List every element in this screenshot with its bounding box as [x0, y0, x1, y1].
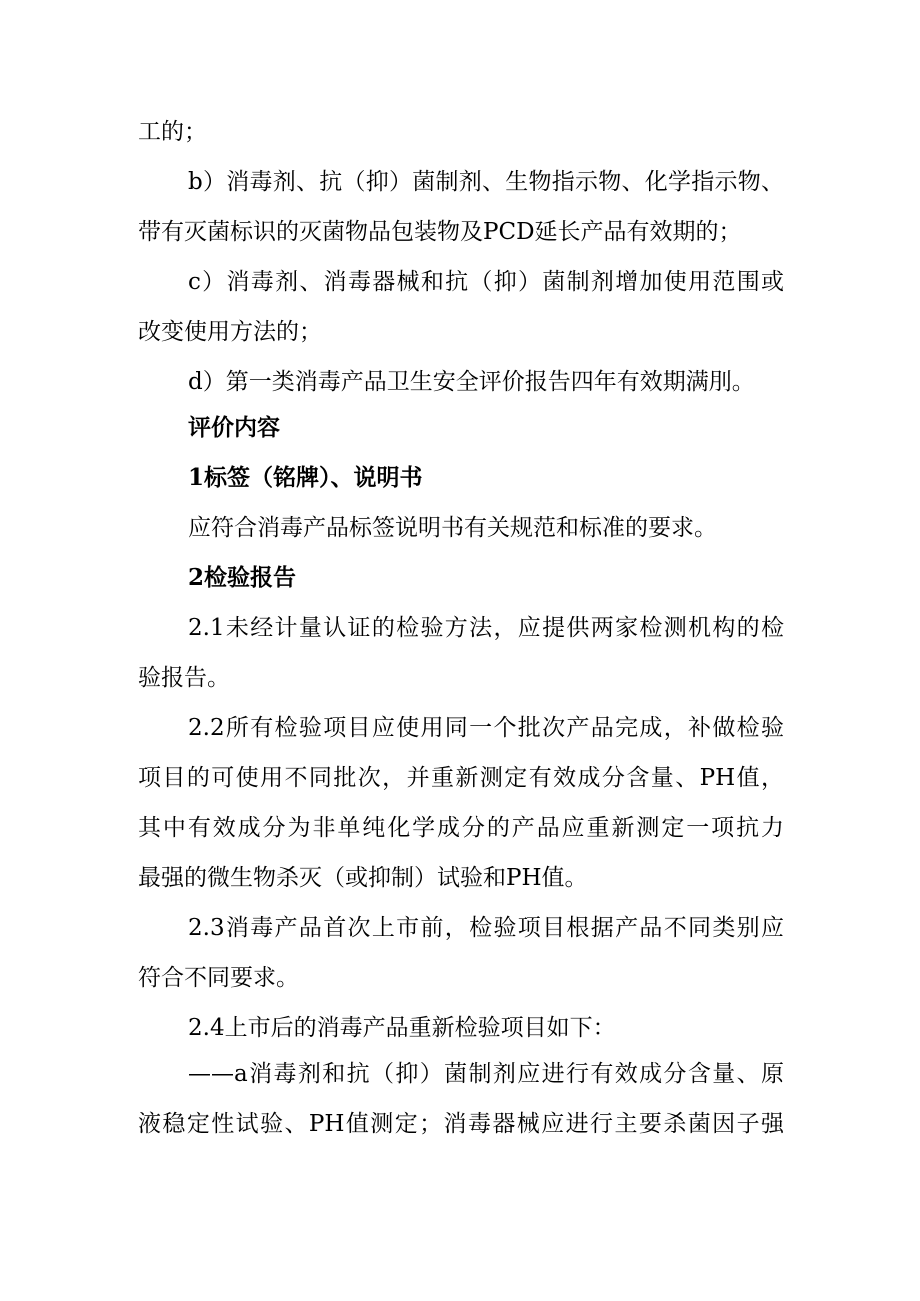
section-heading: 评价内容 — [188, 414, 280, 441]
paragraph-2-3-line-1: 2.3消毒产品首次上市前，检验项目根据产品不同类别应 — [188, 915, 784, 941]
paragraph-2-4-a-line-1: ——a消毒剂和抗（抑）菌制剂应进行有效成分含量、原 — [188, 1061, 784, 1087]
subsection-heading-2: 2检验报告 — [188, 564, 297, 591]
list-item-c-line-2: 改变使用方法的； — [138, 319, 322, 345]
paragraph-2-4-a-line-2: 液稳定性试验、PH值测定；消毒器械应进行主要杀菌因子强 — [138, 1111, 784, 1137]
subsection-heading-1: 1标签（铭牌）、说明书 — [188, 464, 423, 491]
paragraph-2-1-line-1: 2.1未经计量认证的检验方法，应提供两家检测机构的检 — [188, 615, 784, 641]
paragraph-2-2-line-3: 其中有效成分为非单纯化学成分的产品应重新测定一项抗力 — [138, 815, 784, 841]
list-item-c-line-1: c）消毒剂、消毒器械和抗（抑）菌制剂增加使用范围或 — [188, 269, 784, 295]
paragraph-2-2-line-4: 最强的微生物杀灭（或抑制）试验和PH值。 — [138, 865, 588, 891]
paragraph-2-2-line-1: 2.2所有检验项目应使用同一个批次产品完成，补做检验 — [188, 715, 784, 741]
paragraph-2-1-line-2: 验报告。 — [138, 665, 230, 691]
list-item-d: d）第一类消毒产品卫生安全评价报告四年有效期满刖。 — [188, 369, 755, 395]
paragraph-2-3-line-2: 符合不同要求。 — [138, 965, 299, 991]
list-item-b-line-2: 带有灭菌标识的灭菌物品包装物及PCD延长产品有效期的； — [138, 219, 742, 245]
paragraph-2-2-line-2: 项目的可使用不同批次，并重新测定有效成分含量、PH值， — [138, 765, 784, 791]
list-item-b-line-1: b）消毒剂、抗（抑）菌制剂、生物指示物、化学指示物、 — [188, 169, 784, 195]
paragraph-label-requirement: 应符合消毒产品标签说明书有关规范和标准的要求。 — [188, 515, 717, 541]
text-line-continuation: 工的； — [138, 119, 207, 145]
paragraph-2-4: 2.4上市后的消毒产品重新检验项目如下： — [188, 1015, 616, 1041]
